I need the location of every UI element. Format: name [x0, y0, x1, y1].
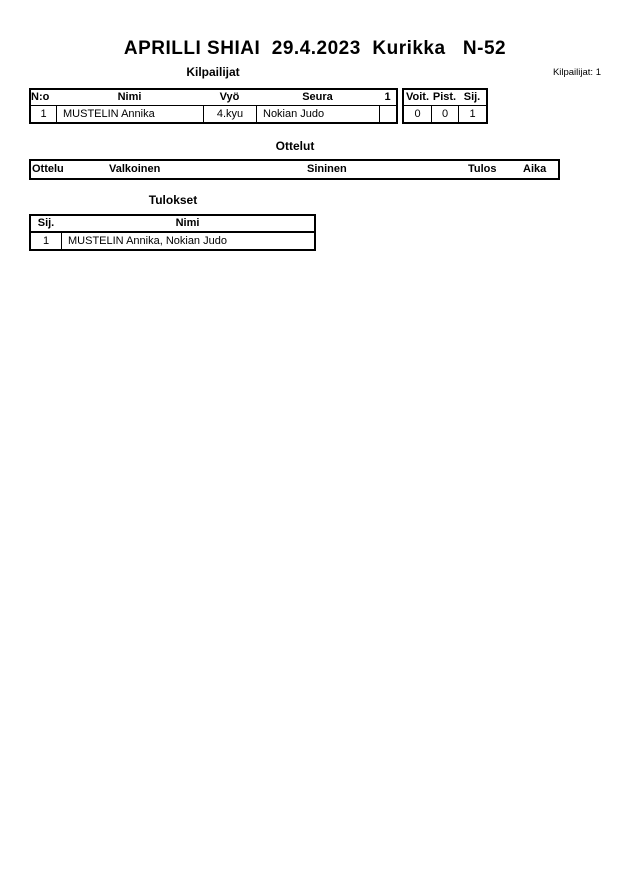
cell-pool	[379, 106, 396, 122]
ottelut-table	[29, 159, 560, 180]
kilpailijat-table-scores	[402, 88, 488, 124]
header-seura: Seura	[302, 91, 333, 103]
header-pist: Pist.	[432, 91, 457, 103]
cell-no: 1	[40, 108, 47, 120]
kilpailijat-table-main	[29, 88, 398, 124]
header-valkoinen: Valkoinen	[109, 163, 161, 175]
header-sininen: Sininen	[307, 163, 347, 175]
cell-pist: 0	[431, 106, 458, 122]
competitors-count: Kilpailijat: 1	[552, 67, 601, 78]
cell-seura: Nokian Judo	[256, 106, 379, 122]
header-tulos: Tulos	[468, 163, 497, 175]
header-sij: Sij.	[463, 91, 481, 103]
ottelut-heading: Ottelut	[275, 139, 315, 153]
tulokset-table	[29, 214, 316, 251]
scores-header-row	[404, 90, 486, 106]
header-ottelu: Ottelu	[32, 163, 64, 175]
cell-vyo: 4.kyu	[203, 106, 256, 122]
ottelut-header-row	[31, 161, 558, 178]
cell-voit: 0	[414, 108, 421, 120]
kilpailijat-header-row	[31, 90, 396, 106]
cell-sij: 1	[458, 106, 486, 122]
cell-nimi: MUSTELIN Annika	[56, 106, 203, 122]
kilpailijat-data-row	[31, 106, 396, 122]
header-voit: Voit.	[405, 91, 429, 103]
page-title: APRILLI SHIAI 29.4.2023 Kurikka N-52	[123, 38, 507, 59]
header-aika: Aika	[523, 163, 547, 175]
tulokset-heading: Tulokset	[148, 193, 198, 207]
tulokset-header-row	[31, 216, 314, 233]
header-tulokset-nimi: Nimi	[175, 217, 200, 229]
scores-data-row	[404, 106, 486, 122]
cell-tulokset-sij: 1	[42, 235, 50, 247]
tulokset-data-row	[31, 233, 314, 249]
kilpailijat-heading: Kilpailijat	[186, 65, 240, 79]
header-pool: 1	[384, 91, 391, 103]
header-no: N:o	[31, 91, 50, 103]
header-tulokset-sij: Sij.	[37, 217, 55, 229]
cell-tulokset-nimi: MUSTELIN Annika, Nokian Judo	[61, 233, 314, 249]
header-nimi: Nimi	[117, 91, 142, 103]
header-vyo: Vyö	[219, 91, 240, 103]
